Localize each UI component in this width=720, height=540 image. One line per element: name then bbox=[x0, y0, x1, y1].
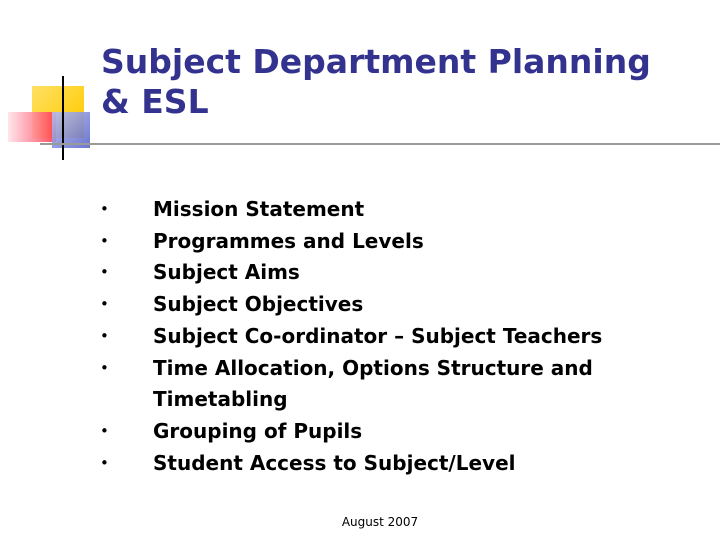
bullet-list bbox=[96, 194, 706, 479]
bullet-item: • Student Access to Subject/Level bbox=[96, 448, 706, 480]
bullet-item: • Grouping of Pupils bbox=[96, 416, 706, 448]
slide-footer-date: August 2007 bbox=[341, 515, 419, 529]
slide-title: Subject Department Planning & ESL bbox=[101, 42, 651, 121]
decorative-vertical-line bbox=[62, 76, 64, 160]
bullet-item: • Time Allocation, Options Structure and Timetabling bbox=[96, 353, 706, 416]
bullet-item: • Programmes and Levels bbox=[96, 226, 706, 258]
bullet-item: • Mission Statement bbox=[96, 194, 706, 226]
bullet-item: • Subject Co-ordinator – Subject Teachers bbox=[96, 321, 706, 353]
decorative-red-bar bbox=[8, 112, 56, 142]
title-underline bbox=[40, 143, 720, 145]
bullet-item: • Subject Aims bbox=[96, 257, 706, 289]
bullet-item: • Subject Objectives bbox=[96, 289, 706, 321]
